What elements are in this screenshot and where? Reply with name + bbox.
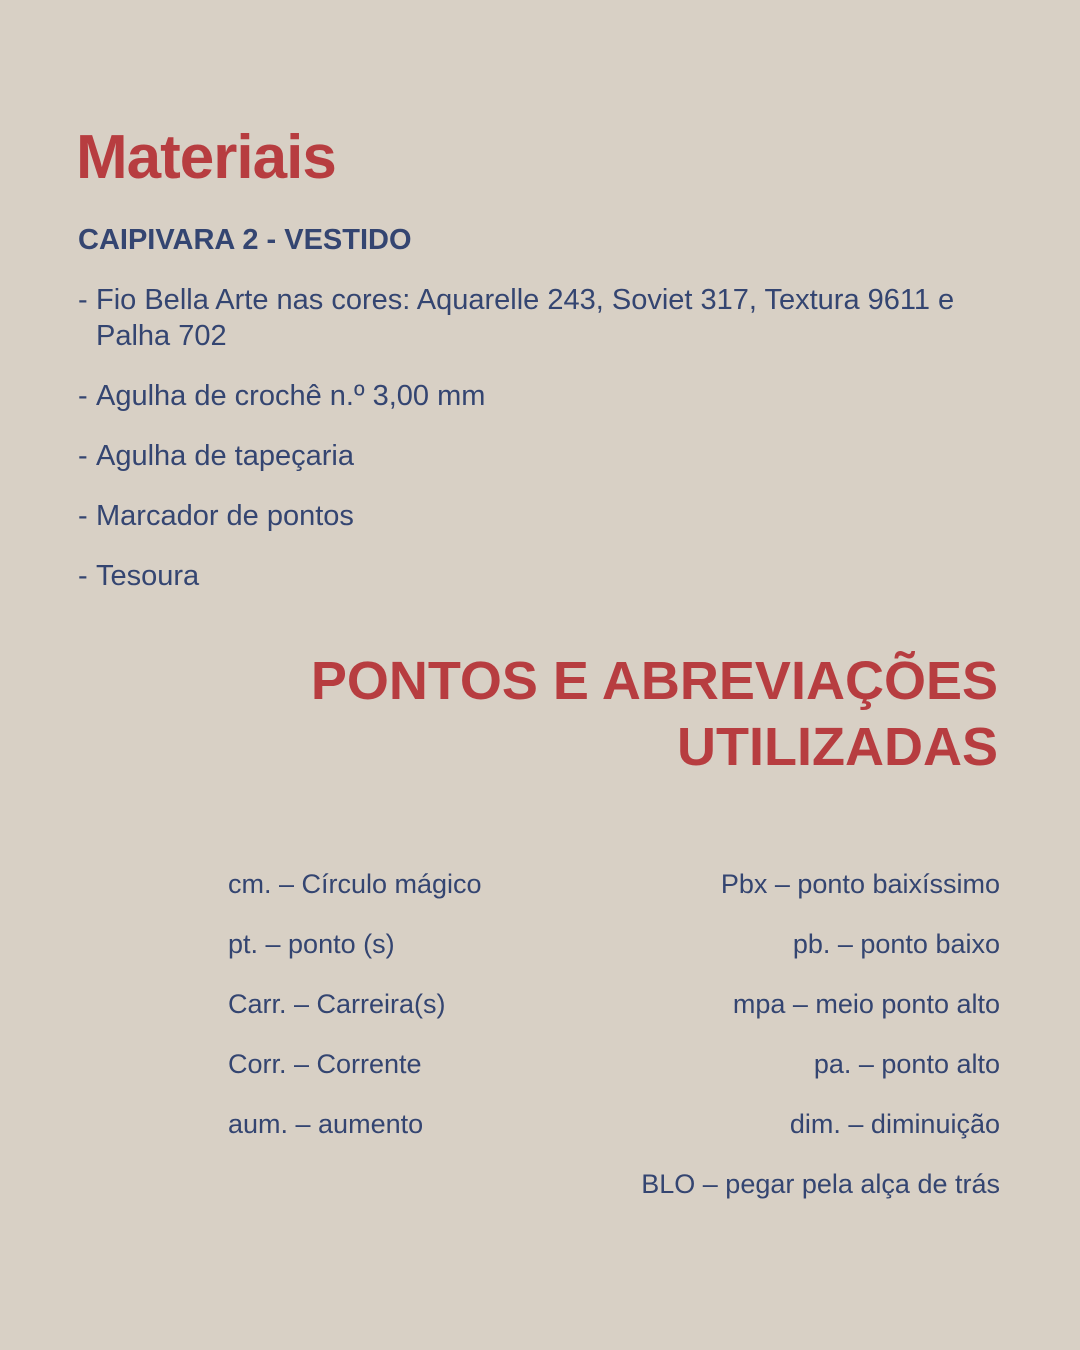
list-dash: -	[78, 500, 88, 532]
abbreviation-item: dim. – diminuição	[789, 1109, 1000, 1139]
abbreviation-item: pt. – ponto (s)	[228, 929, 395, 959]
section-title-line: PONTOS E ABREVIAÇÕES	[310, 651, 998, 711]
material-item-text: Tesoura	[96, 560, 200, 592]
list-dash: -	[78, 440, 88, 472]
section-title-line: UTILIZADAS	[677, 717, 998, 777]
material-item-text: Agulha de crochê n.º 3,00 mm	[96, 380, 486, 412]
material-item-text: Fio Bella Arte nas cores: Aquarelle 243, Soviet 317, Textura 9611 e Palha 702	[96, 284, 955, 352]
section-title	[98, 648, 998, 780]
material-item	[78, 438, 998, 474]
material-item-text: Agulha de tapeçaria	[96, 440, 354, 472]
abbreviation-item: aum. – aumento	[228, 1109, 424, 1139]
material-item	[78, 558, 998, 594]
material-item-text: Marcador de pontos	[96, 500, 354, 532]
abbreviation-item: Carr. – Carreira(s)	[228, 989, 446, 1019]
material-item	[78, 282, 998, 354]
list-dash: -	[78, 560, 88, 592]
materials-list	[78, 282, 998, 618]
page-title: Materiais	[76, 123, 336, 192]
list-dash: -	[78, 284, 88, 316]
material-item	[78, 378, 998, 414]
list-dash: -	[78, 380, 88, 412]
abbreviation-item: mpa – meio ponto alto	[732, 989, 1000, 1019]
abbreviation-item: Pbx – ponto baixíssimo	[720, 869, 1000, 899]
pattern-subtitle: CAIPIVARA 2 - VESTIDO	[78, 224, 412, 256]
material-item	[78, 498, 998, 534]
abbreviation-item: cm. – Círculo mágico	[228, 869, 482, 899]
abbreviation-item: pa. – ponto alto	[813, 1049, 1000, 1079]
abbreviation-item: pb. – ponto baixo	[792, 929, 1000, 959]
abbreviation-item: Corr. – Corrente	[228, 1049, 422, 1079]
abbreviation-item: BLO – pegar pela alça de trás	[641, 1169, 1000, 1199]
abbreviations-right-list	[500, 864, 1000, 1224]
